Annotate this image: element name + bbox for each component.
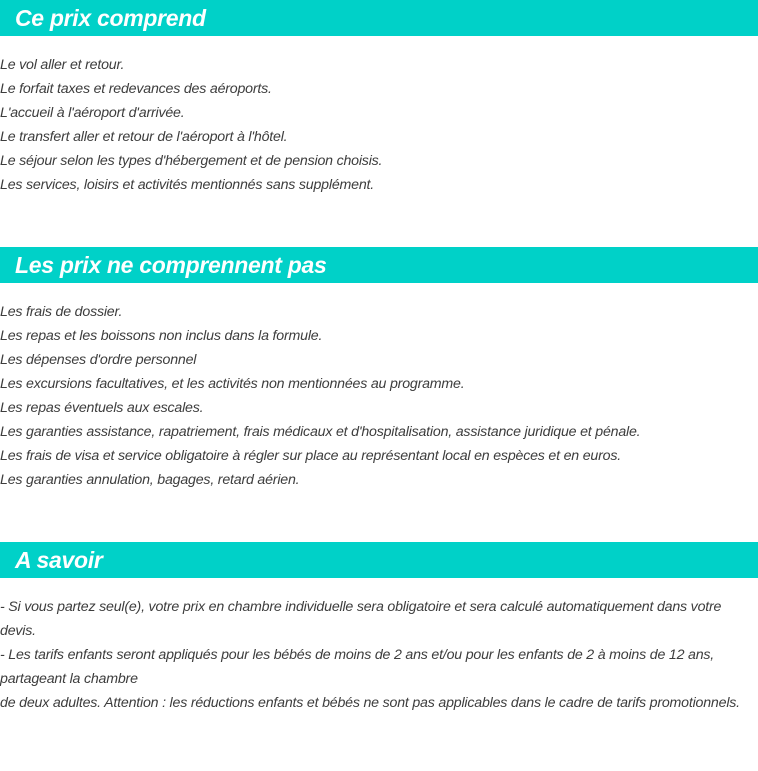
section-header-a-savoir: A savoir: [0, 542, 758, 578]
list-item: Le forfait taxes et redevances des aéroports.: [0, 81, 272, 97]
text-line: de deux adultes. Attention : les réductions enfants et bébés ne sont pas applicables dans le cadre de tarifs promotionnels.: [0, 695, 740, 711]
list-item: Les repas éventuels aux escales.: [0, 400, 204, 416]
list-item: L'accueil à l'aéroport d'arrivée.: [0, 105, 185, 121]
list-item: Le transfert aller et retour de l'aéroport à l'hôtel.: [0, 129, 288, 145]
list-item: Les dépenses d'ordre personnel: [0, 352, 197, 368]
a-savoir-text: [0, 595, 758, 715]
section-header-ce-prix-comprend: Ce prix comprend: [0, 0, 758, 36]
text-line: partageant la chambre: [0, 671, 138, 687]
included-list: [0, 53, 758, 197]
list-item: Les garanties annulation, bagages, retard aérien.: [0, 472, 300, 488]
list-item: Les frais de visa et service obligatoire à régler sur place au représentant local en espèces et en euros.: [0, 448, 621, 464]
list-item: Les services, loisirs et activités mentionnés sans supplément.: [0, 177, 374, 193]
text-line: - Si vous partez seul(e), votre prix en chambre individuelle sera obligatoire et sera calculé automatiquement dans votre: [0, 599, 722, 615]
list-item: Le vol aller et retour.: [0, 57, 125, 73]
not-included-list: [0, 300, 758, 492]
list-item: Les excursions facultatives, et les activités non mentionnées au programme.: [0, 376, 465, 392]
list-item: Les frais de dossier.: [0, 304, 123, 320]
text-line: devis.: [0, 623, 36, 639]
list-item: Le séjour selon les types d'hébergement et de pension choisis.: [0, 153, 383, 169]
list-item: Les garanties assistance, rapatriement, frais médicaux et d'hospitalisation, assistance juridique et pénale.: [0, 424, 641, 440]
text-line: - Les tarifs enfants seront appliqués pour les bébés de moins de 2 ans et/ou pour les enfants de 2 à moins de 12 ans,: [0, 647, 715, 663]
list-item: Les repas et les boissons non inclus dans la formule.: [0, 328, 323, 344]
section-header-les-prix-ne-comprennent-pas: Les prix ne comprennent pas: [0, 247, 758, 283]
